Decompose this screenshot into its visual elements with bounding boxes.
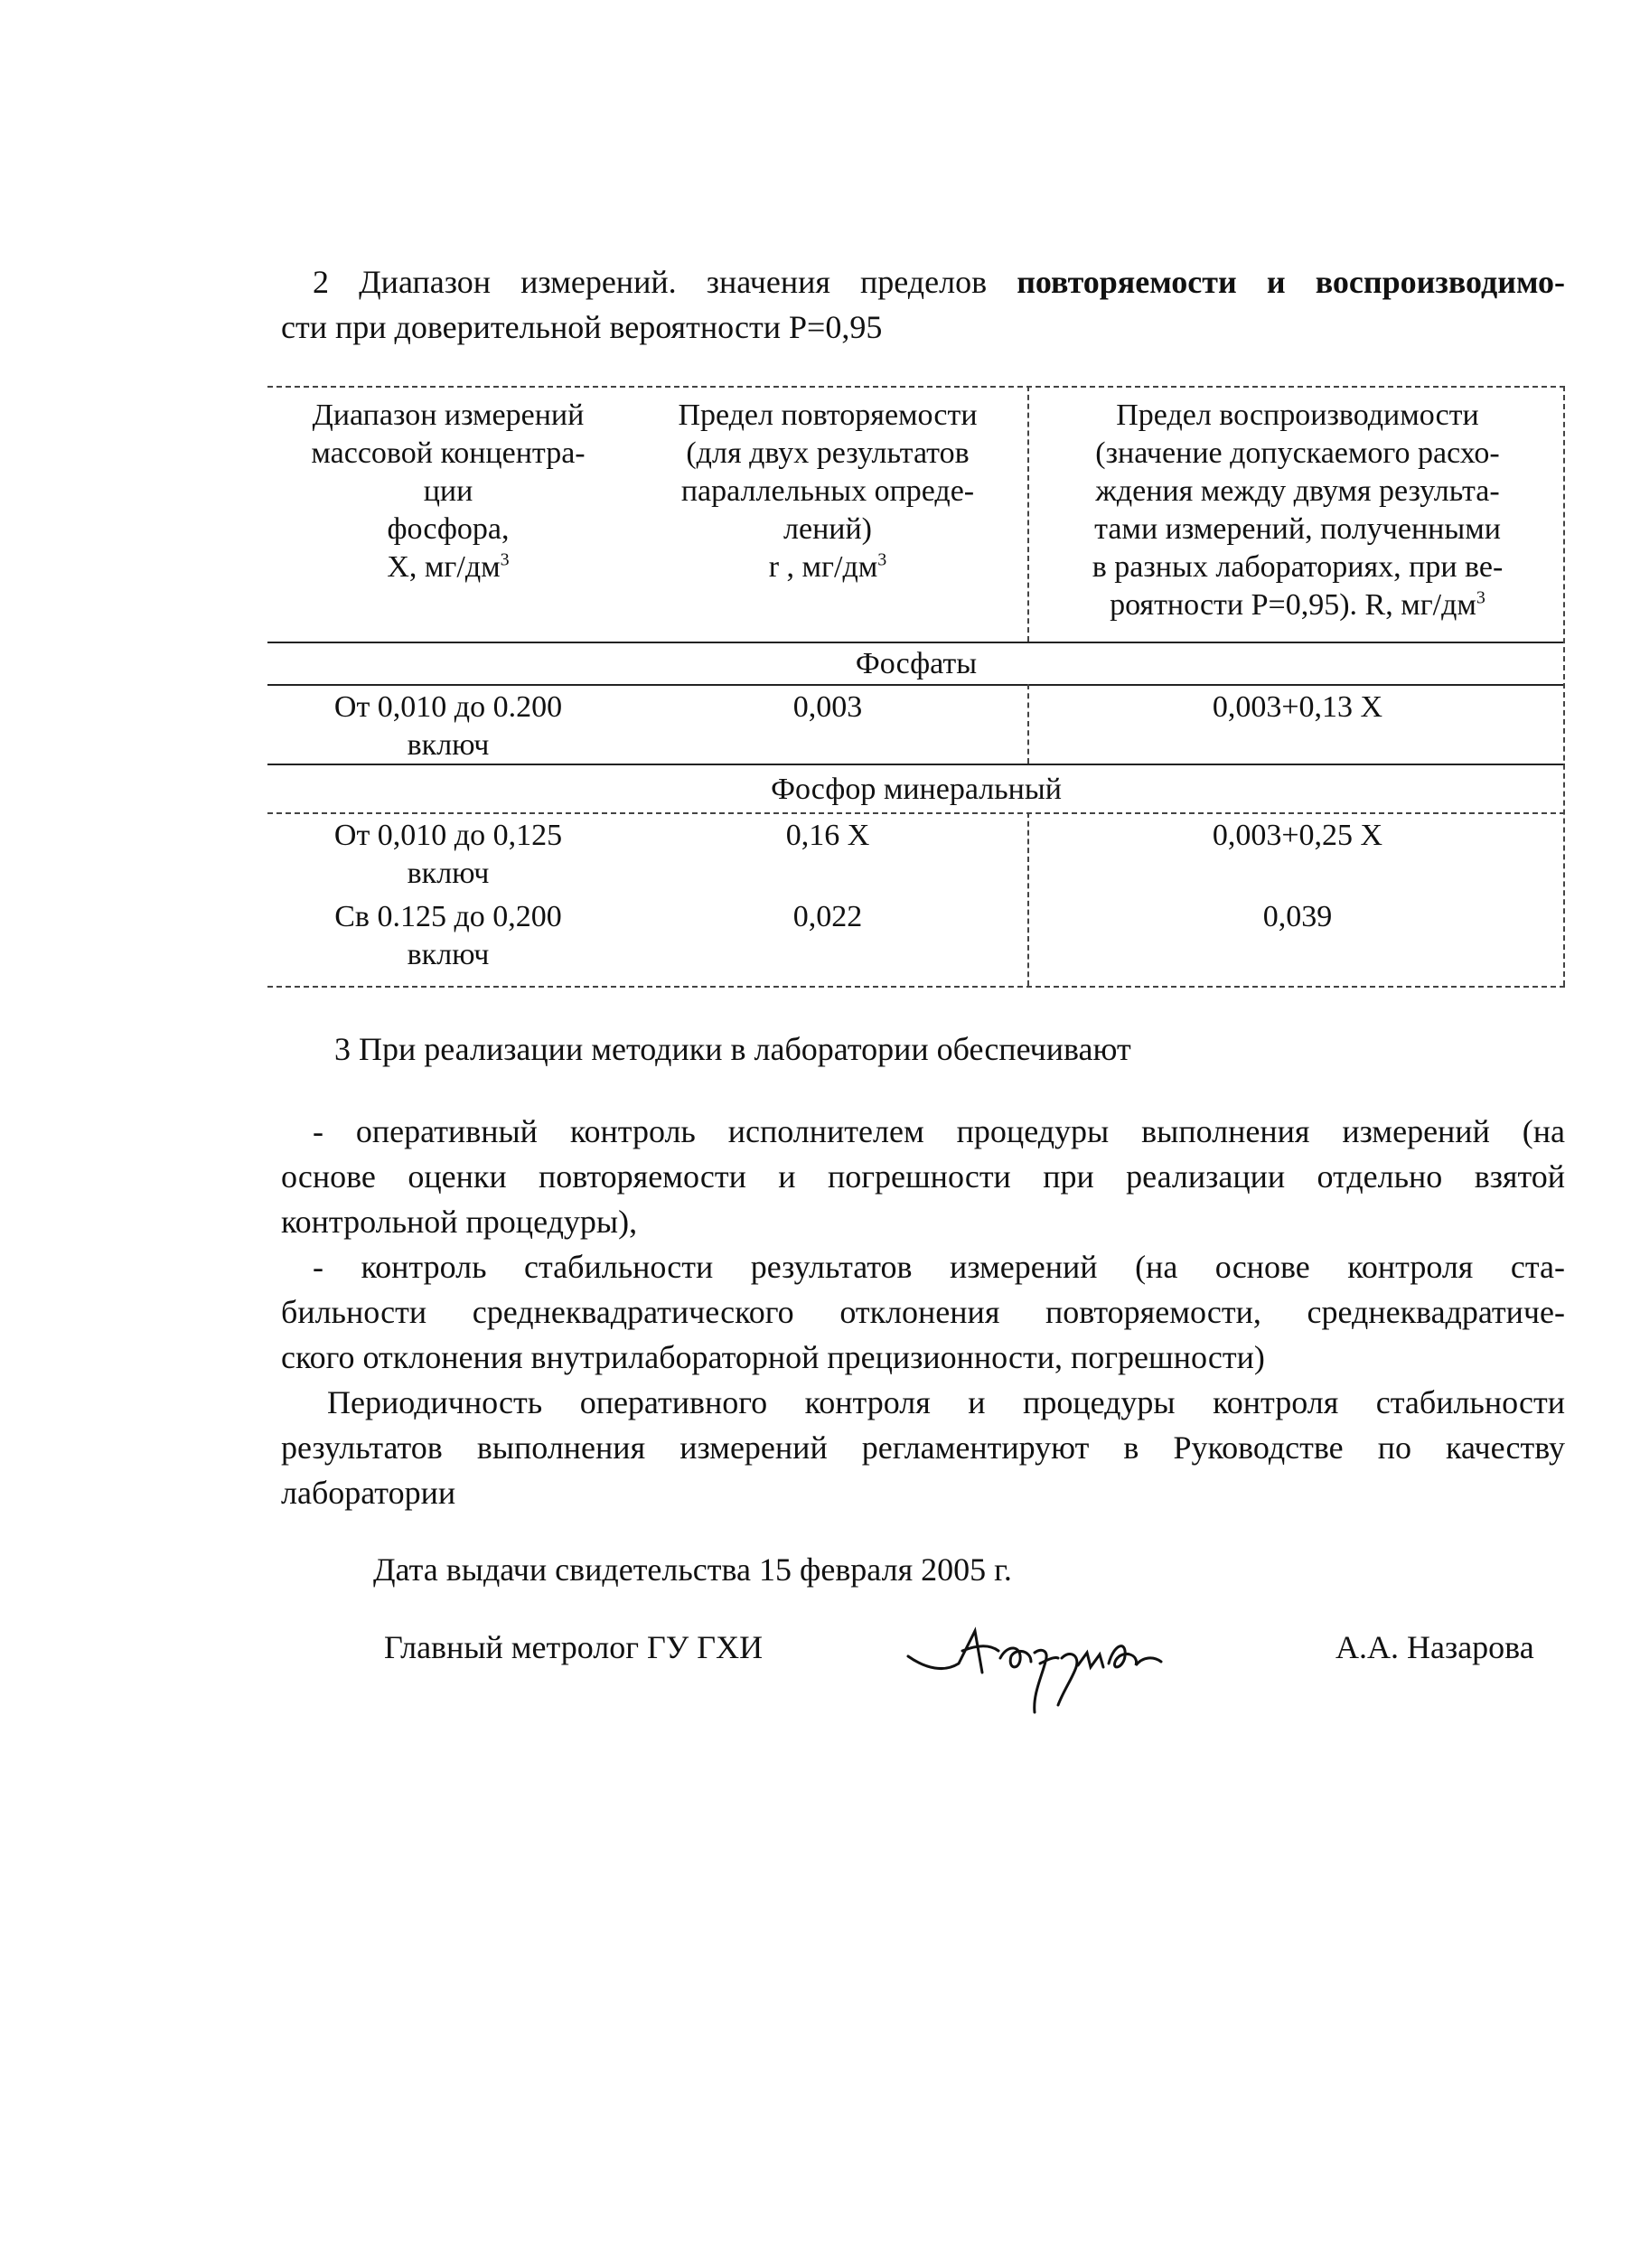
table-cell-range: От 0,010 до 0,125 включ (333, 819, 563, 890)
table-cell-repeatability: 0,022 (792, 900, 863, 933)
signatory-name: А.А. Назарова (1335, 1629, 1534, 1665)
table-top-rule (267, 386, 1565, 388)
table-section-title: Фосфор минеральный (771, 773, 1062, 806)
table-cell-repeatability: 0,16 X (785, 819, 870, 852)
table-column-divider (1027, 386, 1029, 642)
periodicity-line-1: Периодичность оперативного контроля и процедуры контроля стабильности (327, 1384, 1565, 1420)
table-cell-range: От 0,010 до 0.200 включ (333, 690, 563, 762)
bullet-2-line-2: бильности среднеквадратического отклонения повторяемости, среднеквадратиче- (281, 1294, 1565, 1330)
bullet-1-line-2: основе оценки повторяемости и погрешности при реализации отдельно взятой (281, 1158, 1565, 1195)
handwritten-signature (899, 1604, 1206, 1721)
table-section-rule (267, 812, 1565, 814)
table-section-rule (267, 684, 1565, 686)
signatory-position: Главный метролог ГУ ГХИ (384, 1629, 764, 1665)
table-header-rule (267, 642, 1565, 643)
section-2-heading-line-1 (313, 259, 1565, 305)
bullet-2-line-1: - контроль стабильности результатов измерений (на основе контроля ста- (313, 1249, 1565, 1285)
table-right-edge (1563, 386, 1565, 986)
table-cell-repeatability: 0,003 (792, 690, 863, 724)
table-bottom-rule (267, 986, 1565, 988)
issue-date: Дата выдачи свидетельства 15 февраля 2005 г. (373, 1551, 1012, 1588)
header-repeatability: Предел повторяемости (для двух результатов параллельных опреде- лений) r , $мг/дм^3$ (678, 398, 978, 584)
table-column-divider (1027, 684, 1029, 764)
section-3-heading: 3 При реализации методики в лаборатории обеспечивают (334, 1031, 1131, 1067)
table-column-divider (1027, 812, 1029, 986)
bullet-1-line-3: контрольной процедуры), (281, 1204, 638, 1240)
bullet-1-line-1: - оперативный контроль исполнителем процедуры выполнения измерений (на (313, 1113, 1565, 1149)
periodicity-line-2: результатов выполнения измерений регламентируют в Руководстве по качеству (281, 1429, 1565, 1466)
table-cell-reproducibility: 0,003+0,13 X (1212, 690, 1383, 724)
measurement-table (267, 386, 1565, 988)
bullet-2-line-3: ского отклонения внутрилабораторной прецизионности, погрешности) (281, 1339, 1265, 1375)
periodicity-line-3: лаборатории (281, 1475, 456, 1511)
table-cell-range: Св 0.125 до 0,200 включ (334, 900, 562, 971)
section-2-lead: 2 Диапазон измерений. значения пределов (313, 264, 1017, 300)
table-cell-reproducibility: 0,003+0,25 X (1212, 819, 1383, 852)
header-reproducibility: Предел воспроизводимости (значение допускаемого расхо- ждения между двумя результа- тами измерений, полученными в разных лабораториях, при ве- роятности P=0,95). R, $мг/дм^3$ (1092, 398, 1504, 622)
table-section-title: Фосфаты (855, 647, 978, 680)
table-cell-reproducibility: 0,039 (1262, 900, 1333, 933)
section-2-bold-part: повторяемости и воспроизводимо- (1017, 264, 1565, 300)
section-2-heading-line-2: сти при доверительной вероятности P=0,95 (281, 309, 883, 345)
header-range: Диапазон измерений массовой концентра- ции фосфора, X, $мг/дм^3$ (311, 398, 586, 584)
